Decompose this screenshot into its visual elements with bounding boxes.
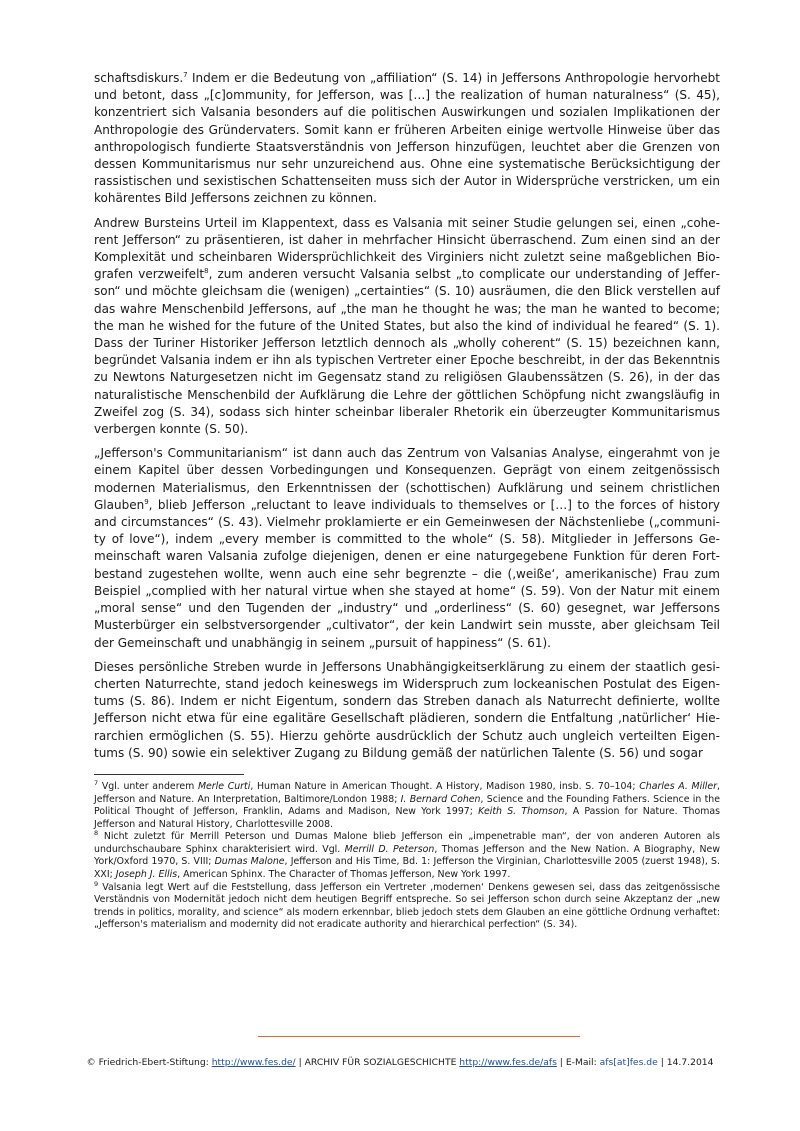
paragraph-1: [94, 70, 720, 208]
footnote-divider: [94, 774, 244, 775]
text-run: , Thomas Jefferson and the New Nation. A Biography, New York/Oxford 1970, S. VIII;: [94, 843, 720, 868]
text-run: , Science and the Founding Fathers. Science in the Political Thought of Jefferson, Franklin, Adams and Madison, New York 1997;: [94, 793, 720, 818]
footnote-8: [94, 831, 720, 881]
author-name: I. Bernard Cohen: [400, 793, 481, 805]
text-run: „Jefferson's Communitarianism“ ist dann auch das Zentrum von Valsanias Analyse, eingerahmt von je einem Kapitel über dessen Vorbedingungen und Konsequenzen. Geprägt von einem zeitgenössisch modernen Materialismus, den Erkenntnissen der (schottischen) Aufklärung und seinem christlichen Glauben: [94, 446, 720, 512]
text-run: Nicht zuletzt für Merrill Peterson und Dumas Malone blieb Jefferson ein „impenetrable man“, der von anderen Autoren als undurchschaubare Sphinx charakterisiert wird. Vgl.: [94, 831, 720, 855]
author-name: Keith S. Thomson: [478, 806, 565, 818]
footnote-marker: 7: [94, 778, 99, 787]
paragraph-4: [94, 659, 720, 762]
text-run: , Jefferson and His Time, Bd. 1: Jefferson the Virginian, Charlottesville 2005 (zuerst 1948), S. XXI;: [94, 856, 720, 881]
footnote-9: [94, 879, 720, 932]
text-run: schaftsdiskurs.: [94, 71, 184, 85]
footer-link-afs[interactable]: http://www.fes.de/afs: [459, 1057, 557, 1068]
paragraph-2: [94, 215, 720, 439]
text-run: Vgl. unter anderem: [98, 780, 198, 792]
footer-divider: [258, 1036, 580, 1037]
paragraph-3: [94, 445, 720, 651]
author-name: Charles A. Miller: [639, 780, 718, 792]
text-run: , zum anderen versucht Valsania selbst „to complicate our understanding of Jefferson“ und möchte gleichsam die (wenigen) „certainties“ (S. 10) ausräumen, die den Blick verstellen auf das wahre Menschenbild Jeffersons, auf „the man he thought he was; the man he wanted to become; the man he wished for the future of the United States, but also the kind of individual he feared“ (S. 1). Dass der Turiner Historiker Jefferson letztlich dennoch als „wholly coherent“ (S. 15) bezeichnen kann, begründet Valsania indem er ihn als typischen Vertreter einer Epoche beschreibt, in der das Bekenntnis zu Newtons Naturgesetzen nicht im Gegensatz stand zu religiösen Glaubenssätzen (S. 26), in der das naturalistische Menschenbild der Aufklärung die Lehre der göttlichen Schöpfung nicht zwangsläufig in Zweifel zog (S. 34), sodass sich hinter scheinbar liberaler Rhetorik ein überzeugter Kommunitarismus verbergen konnte (S. 50).: [94, 267, 720, 437]
footer-link-fes[interactable]: http://www.fes.de/: [211, 1057, 296, 1068]
document-page: [94, 70, 720, 932]
author-name: Dumas Malone: [214, 856, 285, 868]
text-run: Valsania legt Wert auf die Feststellung, dass Jefferson ein Vertreter ‚modernen‘ Denkens gewesen sei, dass das zeitgenössische Verständnis von Modernität jedoch nicht dem heutigen Begriff entspreche. So sei Jefferson schon durch seine Akzeptanz der „new trends in politics, morality, and science“ als modern erkennbar, blieb jedoch stets dem Glauben an eine göttliche Ordnung verhaftet: „Jefferson's materialism and modernity did not eradicate authority and hierarchical perfection“ (S. 34).: [94, 881, 720, 931]
footer-archive-label: | ARCHIV FÜR SOZIALGESCHICHTE: [295, 1057, 460, 1068]
text-run: , American Sphinx. The Character of Thomas Jefferson, New York 1997.: [177, 869, 511, 881]
footer-email[interactable]: afs[at]fes.de: [599, 1057, 658, 1068]
author-name: Merle Curti: [197, 780, 251, 792]
author-name: Joseph J. Ellis: [115, 869, 178, 881]
footnote-marker: 8: [204, 267, 209, 276]
footnote-marker: 8: [94, 829, 99, 838]
page-footer: [0, 1057, 800, 1068]
footer-email-label: | E-Mail:: [556, 1057, 600, 1068]
footnote-marker: 7: [183, 71, 188, 79]
text-run: , Human Nature in American Thought. A History, Madison 1980, insb. S. 70–104;: [250, 780, 640, 792]
footnote-marker: 9: [144, 497, 149, 506]
text-run: Indem er die Bedeutung von „affiliation“ (S. 14) in Jeffersons Anthropologie hervorhebt und betont, dass „[c]ommunity, for Jefferson, was […] the realization of human naturalness“ (S. 45), konzentriert sich Valsania besonders auf die politischen Auswirkungen und sozialen Implikationen der Anthropologie des Gründervaters. Somit kann er früheren Arbeiten einige wertvolle Hinweise über das anthropologisch fundierte Staatsverständnis von Jefferson hinzufügen, leuchtet aber die Grenzen von dessen Kommunitarismus nur sehr unzureichend aus. Ohne eine systematische Berücksichtigung der rassistischen und sexistischen Schattenseiten muss sich der Autor in Widersprüche verstricken, um ein kohärentes Bild Jeffersons zeichnen zu können.: [94, 71, 720, 206]
author-name: Merrill D. Peterson: [344, 843, 435, 855]
text-run: , Jefferson and Nature. An Interpretation, Baltimore/London 1988;: [94, 780, 721, 805]
text-run: , A Passion for Nature. Thomas Jefferson and Natural History, Charlottesville 2008.: [94, 806, 720, 830]
text-run: Dieses persönliche Streben wurde in Jeffersons Unabhängigkeitserklärung zu einem der staatlich gesicherten Naturrechte, stand jedoch keineswegs im Widerspruch zum lockeanischen Postulat des Eigentums (S. 86). Indem er nicht Eigentum, sondern das Streben danach als Naturrecht definierte, wollte Jefferson nicht etwa für eine egalitäre Gesellschaft plädieren, sondern die Entfaltung ‚natürlicher‘ Hierarchien ermöglichen (S. 55). Hierzu gehörte ausdrücklich der Schutz auch ungleich verteilten Eigentums (S. 90) sowie ein selektiver Zugang zu Bildung gemäß der natürlichen Talente (S. 56) und sogar: [94, 659, 720, 760]
text-run: , blieb Jefferson „reluctant to leave individuals to themselves or […] to the forces of history and circumstances“ (S. 43). Vielmehr proklamierte er ein Gemeinwesen der Nächstenliebe („community of love“), indem „every member is committed to the whole“ (S. 58). Mitglieder in Jeffersons Gemeinschaft waren Valsania zufolge diejenigen, denen er eine naturgegebene Funktion für deren Fortbestand zugestehen wollte, wenn auch eine sehr begrenzte – die (‚weiße‘, amerikanische) Frau zum Beispiel „complied with her natural virtue when she stayed at home“ (S. 59). Von der Natur mit einem „moral sense“ und den Tugenden der „industry“ und „orderliness“ (S. 60) gesegnet, war Jeffersons Musterbürger ein selbstversorgender „cultivator“, der kein Landwirt sein musste, aber gleichsam Teil der Gemeinschaft und unabhängig in seinem „pursuit of happiness“ (S. 61).: [94, 497, 720, 650]
footer-date: | 14.7.2014: [657, 1057, 714, 1068]
text-run: Andrew Bursteins Urteil im Klappentext, dass es Valsania mit seiner Studie gelungen sei, einen „coherent Jefferson“ zu präsentieren, ist daher in mehrfacher Hinsicht überraschend. Zum einen sind an der Komplexität und scheinbaren Widersprüchlichkeit des Virginiers nicht zuletzt seine maßgeblichen Biografen verzweifelt: [94, 215, 720, 282]
footnote-marker: 9: [94, 879, 99, 888]
footnote-7: [94, 778, 721, 831]
footer-copyright: © Friedrich-Ebert-Stiftung:: [86, 1057, 212, 1068]
